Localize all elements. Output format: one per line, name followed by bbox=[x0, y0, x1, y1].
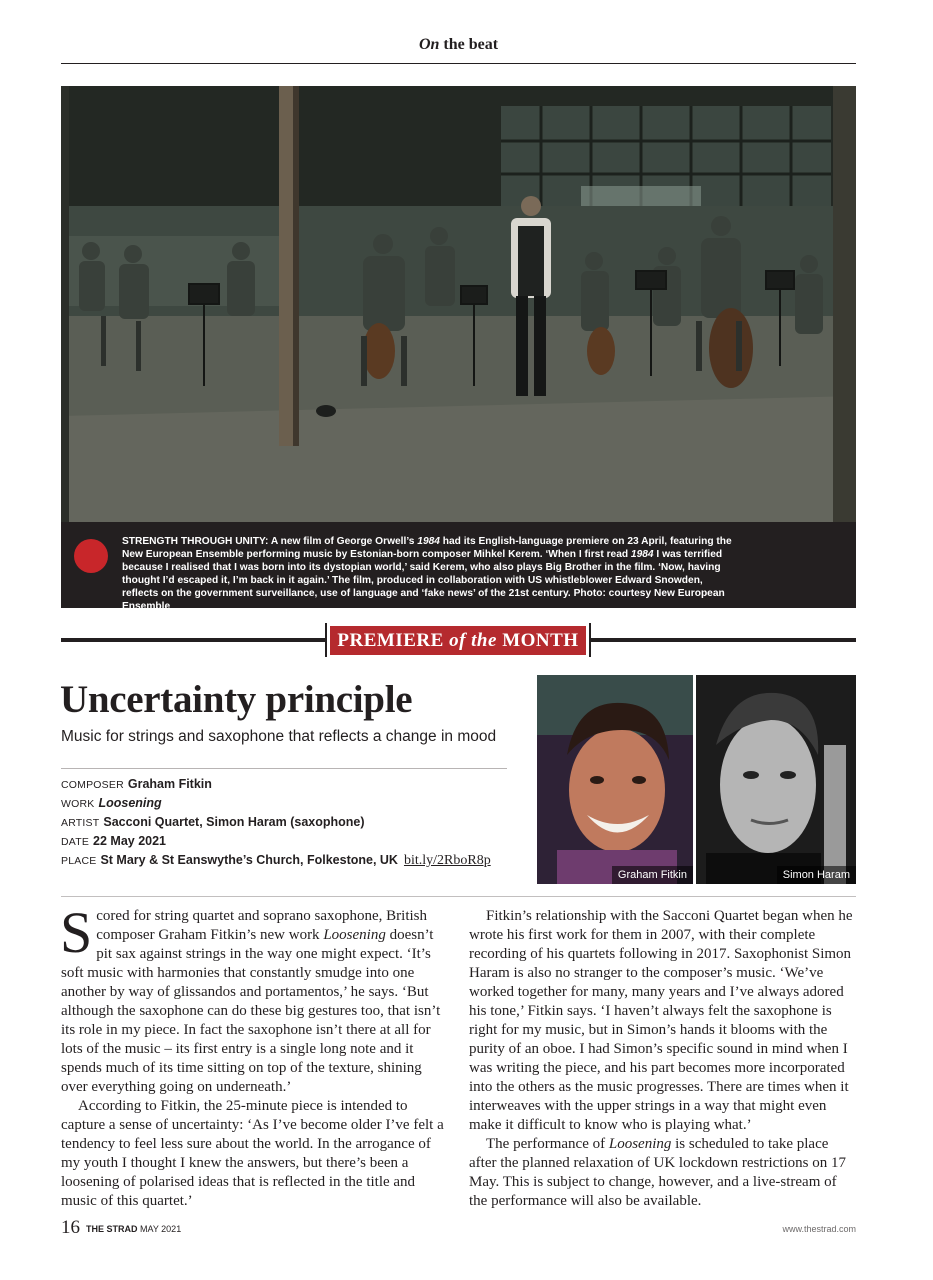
body-paragraph: Fitkin’s relationship with the Sacconi Quartet began when he wrote his first work for them in 2007, with their complete recording of his quartets following in 2017. Saxophonist Simon Haram is also no stranger to the composer’s music. ‘We’ve worked together for many, many years and I’ve always adored his tone,’ Fitkin says. ‘I haven’t always felt the saxophone is right for my music, but in Simon’s hands it blooms with the purity of an oboe. I had Simon’s specific sound in mind when I was writing the piece, and his part becomes more incorporated into the others as the music progresses. There are times when it interweaves with the upper strings in a way that might even make it difficult to know who is playing what.’ bbox=[469, 908, 853, 1133]
running-head-italic: On bbox=[418, 36, 440, 53]
running-head bbox=[61, 36, 856, 54]
fact-label: PLACE bbox=[61, 855, 97, 867]
fact-value: 22 May 2021 bbox=[93, 834, 167, 848]
footer-magazine bbox=[86, 1224, 181, 1234]
article-title: Uncertainty principle bbox=[60, 678, 413, 721]
photo-caption bbox=[122, 535, 732, 613]
graham-fitkin-portrait bbox=[537, 675, 693, 884]
fact-value: Graham Fitkin bbox=[127, 777, 212, 791]
hero-photo-illustration bbox=[61, 86, 856, 522]
body-paragraph bbox=[60, 900, 447, 1097]
premiere-of-the-month-banner bbox=[330, 626, 586, 655]
footer-url[interactable]: www.thestrad.com bbox=[782, 1224, 856, 1234]
fact-label: WORK bbox=[61, 798, 95, 810]
fact-value: Loosening bbox=[98, 796, 162, 810]
body-text: is scheduled to take place after the planned relaxation of UK lockdown restrictions on 17 May. This is subject to change, however, and a live-stream of the performance will also be available. bbox=[469, 1136, 846, 1209]
premiere-facts bbox=[61, 775, 531, 870]
page-number: 16 bbox=[61, 1217, 80, 1238]
fact-artist bbox=[61, 813, 531, 832]
caption-part2: had its English-language premiere on 23 April, featuring the New European Ensemble performing music by Estonian-born composer Mihkel Kerem. ‘When I first read bbox=[122, 536, 732, 560]
body-text: The performance of bbox=[486, 1136, 609, 1152]
fact-value: St Mary & St Eanswythe’s Church, Folkestone, UK bbox=[100, 853, 398, 867]
issue-date: MAY 2021 bbox=[137, 1224, 182, 1234]
portrait-caption: Graham Fitkin bbox=[612, 866, 693, 884]
event-link[interactable]: bit.ly/2RboR8p bbox=[403, 853, 491, 868]
body-column-right bbox=[469, 907, 855, 1211]
banner-text-2: MONTH bbox=[496, 630, 579, 651]
banner-text-italic: of the bbox=[449, 630, 497, 651]
drop-cap: S bbox=[60, 900, 93, 965]
caption-red-dot-icon bbox=[74, 539, 108, 573]
body-paragraph: According to Fitkin, the 25-minute piece is intended to capture a sense of uncertainty: ‘As I’ve become older I’ve felt a tendency to feel less sure about the world. In the arrogance of my youth I thought I knew the answers, but there’s been a loosening of polarised ideas that is reflected in the title and music of this quartet.’ bbox=[61, 1098, 444, 1209]
running-head-text: the beat bbox=[443, 36, 499, 53]
orchestra-in-warehouse-photo bbox=[61, 86, 856, 522]
body-text: cored for string quartet and soprano saxophone, British composer Graham Fitkin’s new work bbox=[96, 908, 428, 943]
caption-part3: I was terrified because I realised that I was born into its dystopian world,’ said Kerem, who also plays Big Brother in the film. ‘Now, having thought I’d escaped it, I’m back in it again.’ The film, produced in collaboration with US whistleblower Edward Snowden, reflects on the government surveillance, use of language and ‘fake news’ of the 21st century. Photo: courtesy New European Ensemble bbox=[122, 549, 725, 612]
fact-date bbox=[61, 832, 531, 851]
body-rule bbox=[61, 896, 856, 897]
fact-work bbox=[61, 794, 531, 813]
banner-text-1: PREMIERE bbox=[337, 630, 450, 651]
banner-rule-right bbox=[591, 638, 856, 642]
simon-haram-portrait bbox=[696, 675, 856, 884]
portrait-illustration bbox=[537, 675, 693, 884]
body-paragraph bbox=[469, 1135, 855, 1211]
fact-place bbox=[61, 851, 531, 870]
fact-value: Sacconi Quartet, Simon Haram (saxophone) bbox=[103, 815, 365, 829]
body-column-left bbox=[60, 900, 447, 1211]
caption-film-title-2: 1984 bbox=[630, 549, 654, 560]
caption-lead: STRENGTH THROUGH UNITY: A new film of George Orwell’s bbox=[122, 536, 418, 547]
standfirst-rule bbox=[61, 768, 507, 769]
fact-label: ARTIST bbox=[61, 817, 100, 829]
fact-label: DATE bbox=[61, 836, 90, 848]
caption-film-title: 1984 bbox=[417, 536, 440, 547]
banner-rule-left bbox=[61, 638, 325, 642]
header-rule bbox=[61, 63, 856, 64]
body-work-title: Loosening bbox=[608, 1136, 672, 1152]
body-text: doesn’t pit sax against strings in the way one might expect. ‘It’s soft music with harmonies that constantly smudge into one another by way of glissandos and portamentos,’ he says. ‘But although the saxophone can do these big gestures too, that isn’t its role in my piece. In fact the saxophone isn’t there at all for lots of the music – its first entry is a single long note and it spends much of its time sitting on top of the texture, shining over everything going on underneath.’ bbox=[61, 927, 441, 1095]
portrait-caption: Simon Haram bbox=[777, 866, 856, 884]
fact-label: COMPOSER bbox=[61, 779, 124, 791]
article-standfirst: Music for strings and saxophone that reflects a change in mood bbox=[61, 728, 497, 745]
fact-composer bbox=[61, 775, 531, 794]
body-work-title: Loosening bbox=[323, 927, 386, 943]
portrait-illustration bbox=[696, 675, 856, 884]
magazine-name: THE STRAD bbox=[86, 1224, 138, 1234]
